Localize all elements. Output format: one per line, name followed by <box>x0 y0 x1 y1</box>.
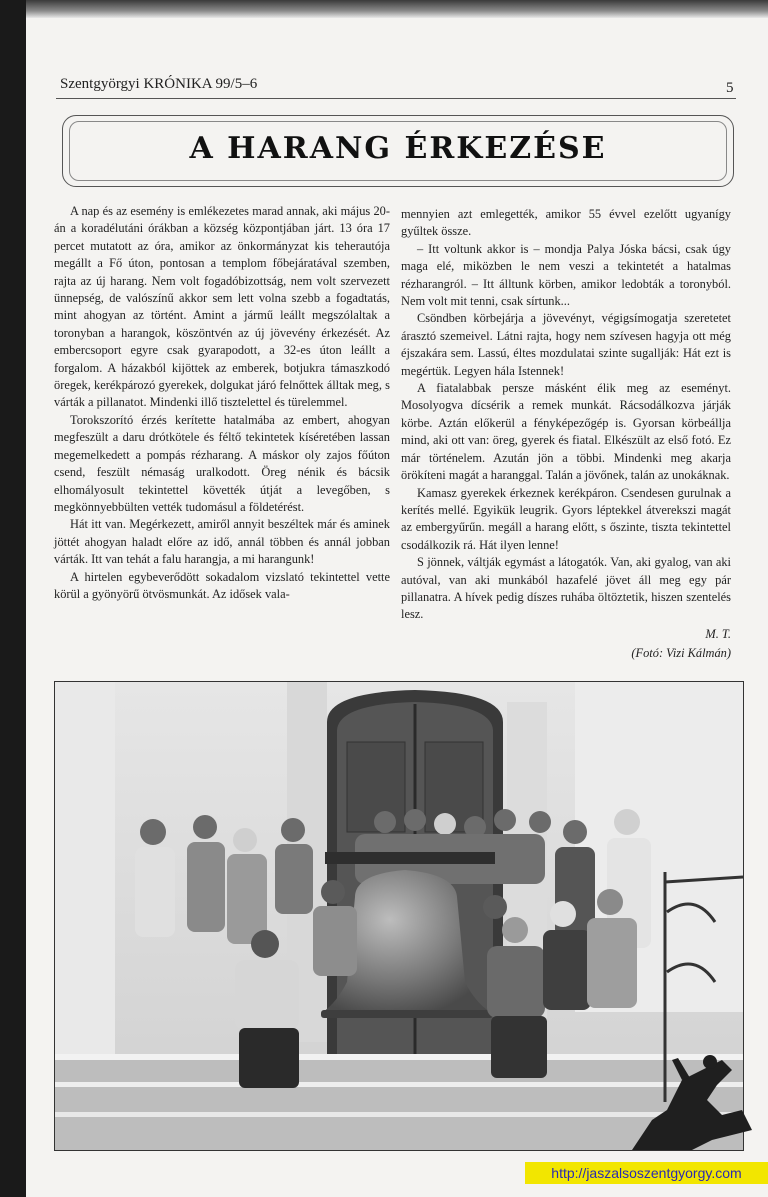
article-title: A HARANG ÉRKEZÉSE <box>189 131 607 166</box>
paragraph: A nap és az esemény is emlékezetes marad annak, aki május 20-án a koradélutáni órákban a község központjában járt. 13 óra 17 percet mutatott az óra, amikor az önkormányzat kis teherautója megállt a Fő úton, pontosan a templom főbejáratával szemben, rajta az új harang. Nem volt fogadóbizottság, nem volt szervezett ünnepség, de valószínű akkor sem lett volna szebb a fogadtatás, mint ahogyan az történt. Amint a jármű leállt megszólaltak a toronyban a harangok, köszöntvén az új jövevény érkezését. Az embercsoport egyre csak gyarapodott, a 32-es úton leállt a forgalom. A házakból kijöttek az emberek, botjukra támaszkodó öregek, kerékpározó gyerekek, dolgukat járó felnőttek álltak meg, s várták a pillanatot. Mindenki illő tisztelettel és türelemmel. <box>54 204 390 410</box>
paragraph: Csöndben körbejárja a jövevényt, végigsímogatja szeretetet árasztó szemeivel. Látni rajta, hogy nem szívesen hagyja ott még éjszakára sem. Lassú, éltes mozdulatai szinte sugallják: Hát ezt is megértük. Legyen hála Istennek! <box>401 311 731 378</box>
paragraph: – Itt voltunk akkor is – mondja Palya Jóska bácsi, csak úgy maga elé, miközben le nem veszi a tekintetét a hatalmas rézharangról. – Itt álltunk körben, amikor ledobták a toronyból. Nem volt mit tenni, csak sírtunk... <box>401 241 731 309</box>
photo-credit: (Fotó: Vizi Kálmán) <box>631 645 731 660</box>
rider-logo-icon <box>612 1040 762 1160</box>
author-signature: M. T. <box>705 626 731 641</box>
header-rule <box>56 98 736 99</box>
running-head: Szentgyörgyi KRÓNIKA 99/5–6 <box>60 76 258 92</box>
right-column <box>401 206 731 662</box>
left-column <box>54 203 390 603</box>
paragraph: A fiatalabbak persze másként élik meg az eseményt. Mosolyogva dícsérik a remek munkát. Rácsodálkozva járják körbe. Aztán előkerül a fényképezőgép is. Gyorsan körbeállja mind, aki ott van: öreg, gyerek és fiatal. Elkészült az első fotó. Ez már történelem. Azután jön a többi. Mindenki meg akarja örökíteni magát a haranggal. Talán a jövőnek, talán az unokáknak. <box>401 381 731 483</box>
paragraph: Hát itt van. Megérkezett, amiről annyit beszéltek már és aminek jöttét ahogyan haladt előre az idő, annál többen és annál jobban várták. Itt van tehát a falu harangja, a mi harangunk! <box>54 517 390 567</box>
website-url-label: http://jaszalsoszentgyorgy.com <box>525 1162 768 1184</box>
paragraph: Kamasz gyerekek érkeznek kerékpáron. Csendesen gurulnak a kerítés mellé. Egyikük leugrik. Gyors léptekkel átverekszi magát az embergyűrűn. megáll a harang előtt, s őszinte, tiszta tekintettel csodálkozik rá. Hát ilyen lenne! <box>401 485 731 552</box>
paragraph: S jönnek, váltják egymást a látogatók. Van, aki gyalog, van aki autóval, van aki munkából hazafelé jövet áll meg egy pár pillanatra. A hívek pedig díszes ruhába öltöztetik, hiszen szentelés lesz. <box>401 555 731 622</box>
magazine-page <box>26 0 768 1197</box>
paragraph: A hirtelen egybeverődött sokadalom vizslató tekintettel vette körül a gyönyörű ötvösmunkát. Az idősek vala- <box>54 569 390 601</box>
paragraph: Torokszorító érzés kerítette hatalmába az embert, ahogyan megfeszült a daru drótkötele és féltő tekintetek kíséretében lassan megemelkedett a pompás rézharang. A máskor oly zajos főúton csend, feszült némaság uralkodott. Öreg nénik és bácsik elhomályosult tekintettel követték útját a levegőben, s megkönnyebbülten vették tudomásul a földetérést. <box>54 412 390 514</box>
title-frame <box>62 115 734 187</box>
scan-edge-shadow <box>26 0 768 18</box>
paragraph-continuation: mennyien azt emlegették, amikor 55 évvel ezelőtt ugyanígy gyűltek össze. <box>401 207 731 239</box>
page-number: 5 <box>726 80 734 96</box>
